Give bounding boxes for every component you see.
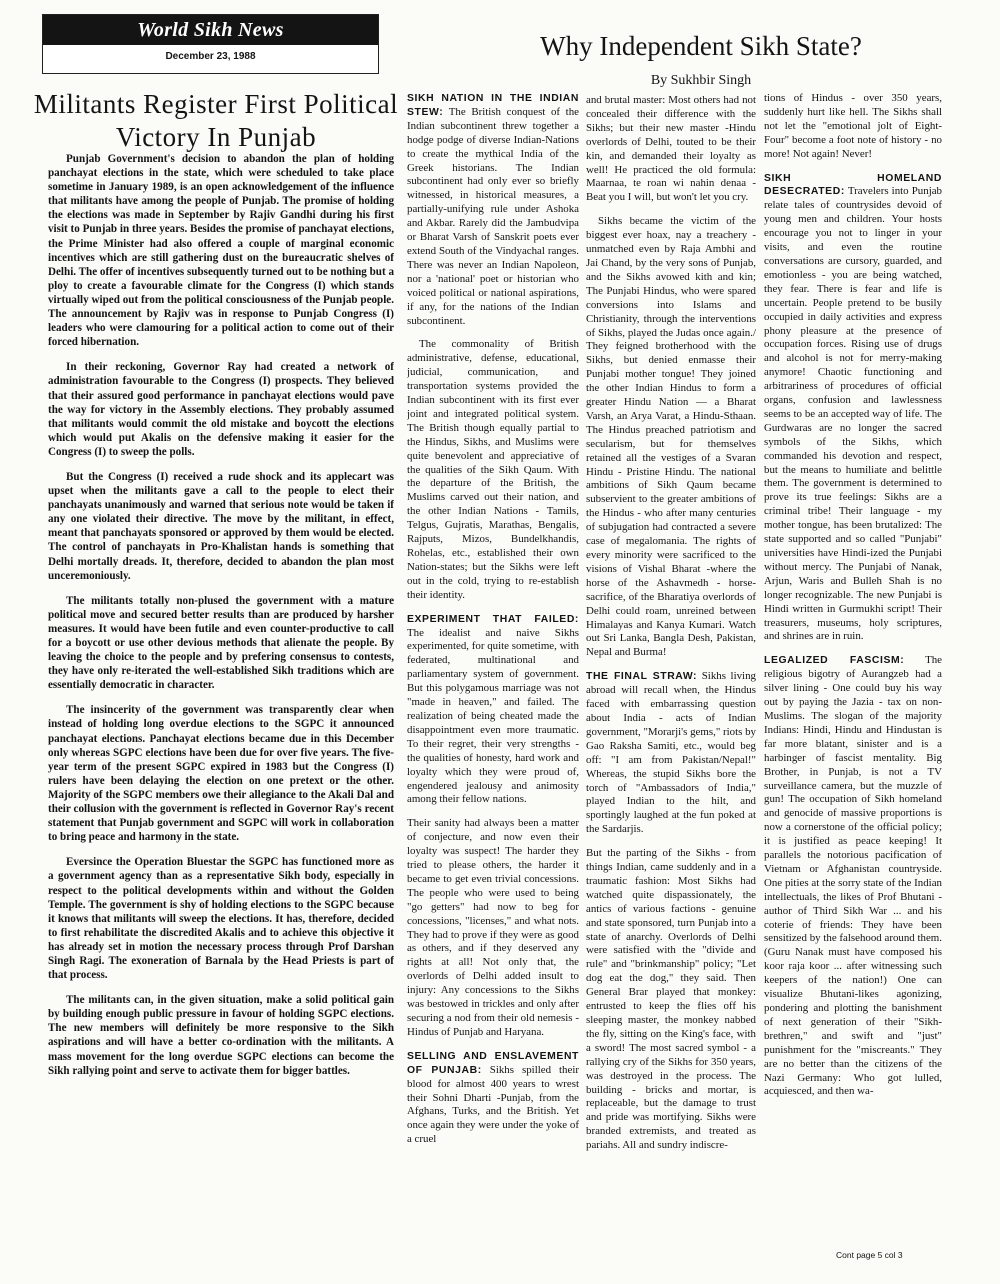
section-subhead: THE FINAL STRAW: [586,671,698,683]
article-paragraph [407,92,579,328]
byline: By Sukhbir Singh [650,73,752,88]
paragraph-text: The idealist and naive Sikhs experimented, for quite sometime, with federated, multinational and parliamentary system of government. But this polygamous marriage was not "made in heaven," and failed. The realization of being cheated made the disappointment even more traumatic. To their regret, their very strengths - the qualities of honesty, hard work and loyalty which they were proud of, engendered jealousy and animosity among their fellow nations. [407,626,579,806]
left-article-paragraph: In their reckoning, Governor Ray had created a network of administration favourable to the Congress (I) prospects. They believed that their assured good performance in panchayat elections would pave the way for victory in the Assembly elections. They probably assumed that militants would commit the old mistake and boycott the elections which would put Akalis on the defensive making it easier for the Congress (I) to sweep the polls. [48,361,394,458]
article-paragraph: tions of Hindus - over 350 years, suddenly hurt like hell. The Sikhs shall not let the "emotional jolt of Eight-Four" become a foot note of history - no more! Not again! Never! [764,92,942,160]
paragraph-text: Sikhs spilled their blood for almost 400 years to wrest their Sohni Dharti -Punjab, from the Afghans, Turks, and the British. Yet once again they were under the yoke of a cruel [407,1063,579,1146]
right-article-column-3 [764,92,942,1272]
right-article-column-1 [407,92,579,1272]
paragraph-text: Sikhs living abroad will recall when, the Hindus faced with embarrassing question about India - acts of Indian government, "Morarji's gems," riots by Gao Raksha Samiti, etc., would beg off: "I am from Pakistan/Nepal!" Whereas, the stupid Sikhs bore the torch of "Ambassadors of India," played Indian to the hilt, and sportingly laughed at the fun poked at the Sardarjis. [586,670,756,836]
left-article-paragraph: But the Congress (I) received a rude shock and its applecart was upset when the militants gave a call to the people to elect their panchayats unanimously and warned that serious note would be taken if any one violated their directive. The move by the militant, in effect, meant that panchayats sponsored or approved by them would be elected. The control of panchayats in Pro-Khalistan hands is something that Delhi mortally dreads. It, therefore, decided to abandon the plan most unceremoniously. [48,470,394,582]
article-paragraph: and brutal master: Most others had not concealed their difference with the Sikhs; but their new master -Hindu overlords of Delhi, touted to be their kin, and demanded their loyalty as well! He practiced the old formula: Maarnaa, te roan wi nahin denaa - Beat you I will, but won't let you cry. [586,94,756,204]
section-subhead: LEGALIZED FASCISM: [764,655,905,667]
left-article-paragraph: The militants totally non-plused the government with a mature political move and secured better results than are produced by harsher measures. It would have been futile and even counter-productive to call for a boycott or use other devious methods that alienate the people. By leaving the choice to the people and by prefering consensus to contests, they have only re-iterated the well-established Sikh traditions which are essentially democratic in character. [48,594,394,692]
paragraph-text: Travelers into Punjab relate tales of countrysides devoid of young men and children. Your hosts encourage you not to linger in your visits, and even the routine conversations are cursory, guarded, and emotionless - you are being watched, they fear. There is fear and life is uncertain. People pretend to be busily occupied in daily activities and express phony pleasure at the presence of occupation forces. Rising use of drugs and alcohol is not for merry-making anymore! Chaotic functioning and arbitrariness of procedures of official organs, confusion and lawlessness seems to be an accepted way of life. The Gurdwaras are no longer the sacred symbols of the Sikhs, which commanded his devotion and respect, but the means to humiliate and belittle them. The government is determined to prove its true feelings: Sikhs are a criminal tribe! Their language - my mother tongue, has been brutalized: The state supported and so called "Punjabi" universities have Hindi-ized the Punjabi without mercy. The Punjabi of Nanak, Arjun, Waris and Bulleh Shah is no longer recognizable. The new Punjabi is Hindi written in Gurmukhi script! Their treasurers, museums, holy scriptures, and shrines are in ruin. [764,185,942,643]
paragraph-text: The religious bigotry of Aurangzeb had a silver lining - One could buy his way out by paying the Jazia - tax on non-Muslims. The slogan of the majority Indians: Hindi, Hindu and Hindustan is far more blatant, sinister and is a harbinger of fascist mentality. Big Brother, in Punjab, is not a TV surveillance camera, but the muzzle of gun! The occupation of Sikh homeland and genocide of massive proportions is now a cornerstone of the official policy; it is justified as peace keeping! It parallels the notorious pacification of Vietnam or Afghanistan countryside. One pities at the sorry state of the Indian intellectuals, the likes of Prof Bhutani - author of Third Sikh War ... and his coterie of friends: They have been sensitized by the falsehood around them. (Guru Nanak must have composed his koor raja koor ... after witnessing such keepers of the nation!) One can visualize Bhutani-likes agonizing, pondering and plotting the banishment of next generation of their "Sikh-brethren," and swift and "just" punishment for the "miscreants." They are no better than the citizens of the Nazi Germany: Who got lulled, acquiesced, and then wa- [764,654,942,1098]
left-article-paragraph: The insincerity of the government was transparently clear when instead of holding long overdue elections to the SGPC it announced panchayat elections. Panchayat elections became due in this December only whereas SGPC elections have been due for over five years. The five-year term of the present SGPC expired in 1983 but the Congress (I) rulers have been delaying the election on one pretext or the other. Majority of the SGPC members owe their allegiance to the Akali Dal and their collusion with the government is reflected in Governor Ray's recent statement that Punjab government and SGPC will work in collaboration to bring peace and harmony in the state. [48,704,394,844]
right-article-column-2 [586,94,756,1274]
masthead-title: World Sikh News [137,19,284,41]
left-article-body [48,152,394,1270]
article-paragraph [764,654,942,1099]
section-subhead: SIKH NATION IN THE INDIAN STEW: [407,93,579,118]
section-subhead: SELLING AND ENSLAVEMENT OF PUNJAB: [407,1050,579,1076]
article-paragraph [764,172,942,645]
masthead [42,14,379,74]
article-paragraph [407,1050,579,1147]
section-subhead: SIKH HOMELAND DESECRATED: [764,172,942,198]
article-paragraph: Sikhs became the victim of the biggest ever hoax, nay a treachery -unmatched even by Raja Ambhi and Jai Chand, by the very sons of Punjab, and the Sikhs avowed kith and kin; The Punjabi Hindus, who were spared conversions into Islams and Christianity, through the interventions of Sikhs, played the Judas once again./ They feigned brotherhood with the Sikhs, but denied enmasse their Punjabi mother tongue! They joined the other Indian Hindus to form a greater Hindu Nation — a Bharat Varsh, an Arya Varat, a Hindu-Sthaan. The Hindus preached patriotism and secularism, but for themselves retained all the vestiges of a Svaran Hindu - Pristine Hindu. The national ambitions of Sikh Qaum became subservient to the greater ambitions of the Hindus - who after many centuries of subjugation had contracted a severe case of megalomania. The rights of every minority were sacrificed to the visions of Vishal Bharat -where the horse of the Ashavmedh - horse-sacrifice, of the Bharatiya overlords of Delhi could roam, unreined between Himalayas and Kanya Kumari. Watch out Sri Lanka, Bangla Desh, Pakistan, Nepal and Burma! [586,215,756,659]
masthead-bar [43,15,378,45]
section-subhead: EXPERIMENT THAT FAILED: [407,613,579,625]
left-article-paragraph: Eversince the Operation Bluestar the SGPC has functioned more as a government agency than as a representative Sikh body, especially in respect to the political developments within and without the Golden Temple. The government is shy of holding elections to the SGPC because it knows that militants will sweep the elections. It has, therefore, decided to first rehabilitate the discredited Akalis and to achieve this objective it has already set in motion the necessary process through Prof Darshan Singh Ragi. The exoneration of Barnala by the Head Priests is part of that process. [48,856,394,982]
article-paragraph [407,613,579,808]
left-article-paragraph: The militants can, in the given situation, make a solid political gain by building enough public pressure in favour of holding SGPC elections. The new members will definitely be more responsive to the Sikh aspirations and will have a better co-ordination with the militants. A mass movement for the long overdue SGPC elections can become the Sikh rallying point and serve to activate them for bigger battles. [48,994,394,1077]
article-paragraph: But the parting of the Sikhs - from things Indian, came suddenly and in a traumatic fashion: Most Sikhs had watched quite dispassionately, the antics of various factions - genuine and state sponsored, turn Punjab into a state of anarchy. Overlords of Delhi were satisfied with the "divide and rule" and "brinkmanship" policy; "Let dog eat the dog," they said. Then General Brar played that monkey: entrusted to keep the flies off his sleeping master, the monkey nabbed the fly, sitting on the King's face, with a sword! The most sacred symbol - a rallying cry of the Sikhs for 350 years, was destroyed in the process. The building - bricks and mortar, is replaceable, but the damage to trust and pride was mortifying. Sikhs were branded extremists, and treated as pariahs. All and sundry indiscre- [586,847,756,1152]
left-article-paragraph: Punjab Government's decision to abandon the plan of holding panchayat elections in the state, which were scheduled to take place sometime in January 1989, is an open acknowledgement of the influence that militants have among the people of Punjab. The promise of holding the elections was made in September by Rajiv Gandhi during his first visit to Punjab in three years. Besides the promise of panchayat elections, the Prime Minister had also offered a couple of marginal economic incentives which are still gathering dust on the bureaucratic shelves of Delhi. The offer of incentives subsequently turned out to be nothing but a ploy to create a favourable climate for the Congress (I) which stands virtually wiped out from the political consciousness of the Punjab people. The announcement by Rajiv was in response to Punjab Congress (I) leaders who were clamouring for a political action to come out of their forced hibernation. [48,153,394,349]
masthead-date: December 23, 1988 [165,51,256,62]
article-paragraph: Their sanity had always been a matter of conjecture, and now even their loyalty was suspect! The harder they tried to please others, the harder it became to get even trivial concessions. The people who were used to being "go getters" had now to beg for concessions, "licenses," and what nots. They had to prove if they were as good as others, and if they deserved any rights at all! Not only that, the overlords of Delhi added insult to injury: Any concessions to the Sikhs was bestowed in trickles and only after securing a nod from their old nemesis - Hindus of Punjab and Haryana. [407,817,579,1038]
article-paragraph: The commonality of British administrative, defense, educational, judicial, communication, and transportation systems provided the Indian subcontinent with its first ever joint and integrated political system. The British though equally partial to the Hindus, Sikhs, and Muslims were quite benevolent and appreciative of the qualities of the Sikh Qaum. With the departure of the British, the Muslims carved out their nation, and the other Indian Nations - Tamils, Telgus, Gujratis, Marathas, Bengalis, Rajputs, Mizos, Bundelkhandis, Rohelas, etc., established their own Nation-states; but the Sikhs were left out in the cold, trying to re-establish their identity. [407,338,579,601]
article-paragraph [586,670,756,837]
paragraph-text: The British conquest of the Indian subcontinent threw together a hodge podge of diverse Indian-Nations to create the mythical India of the Greek historians. The Indian subcontinent had only ever so briefly witnessed, in historical measures, a partially-unifying rule under Ashoka and Akbar. Rarely did the Jambudvipa or Bharat Varsh of Sanskrit poets ever extend South of the Vindyachal ranges. There was never an Indian Napoleon, nor a 'national' poet or historian who voiced political or national aspirations, if any, for the nations of the Indian subcontinent. [407,105,579,327]
continuation-note: Cont page 5 col 3 [836,1250,903,1260]
left-article-headline: Militants Register First Political Victory In Punjab [33,89,399,152]
right-article-headline: Why Independent Sikh State? [540,31,862,61]
